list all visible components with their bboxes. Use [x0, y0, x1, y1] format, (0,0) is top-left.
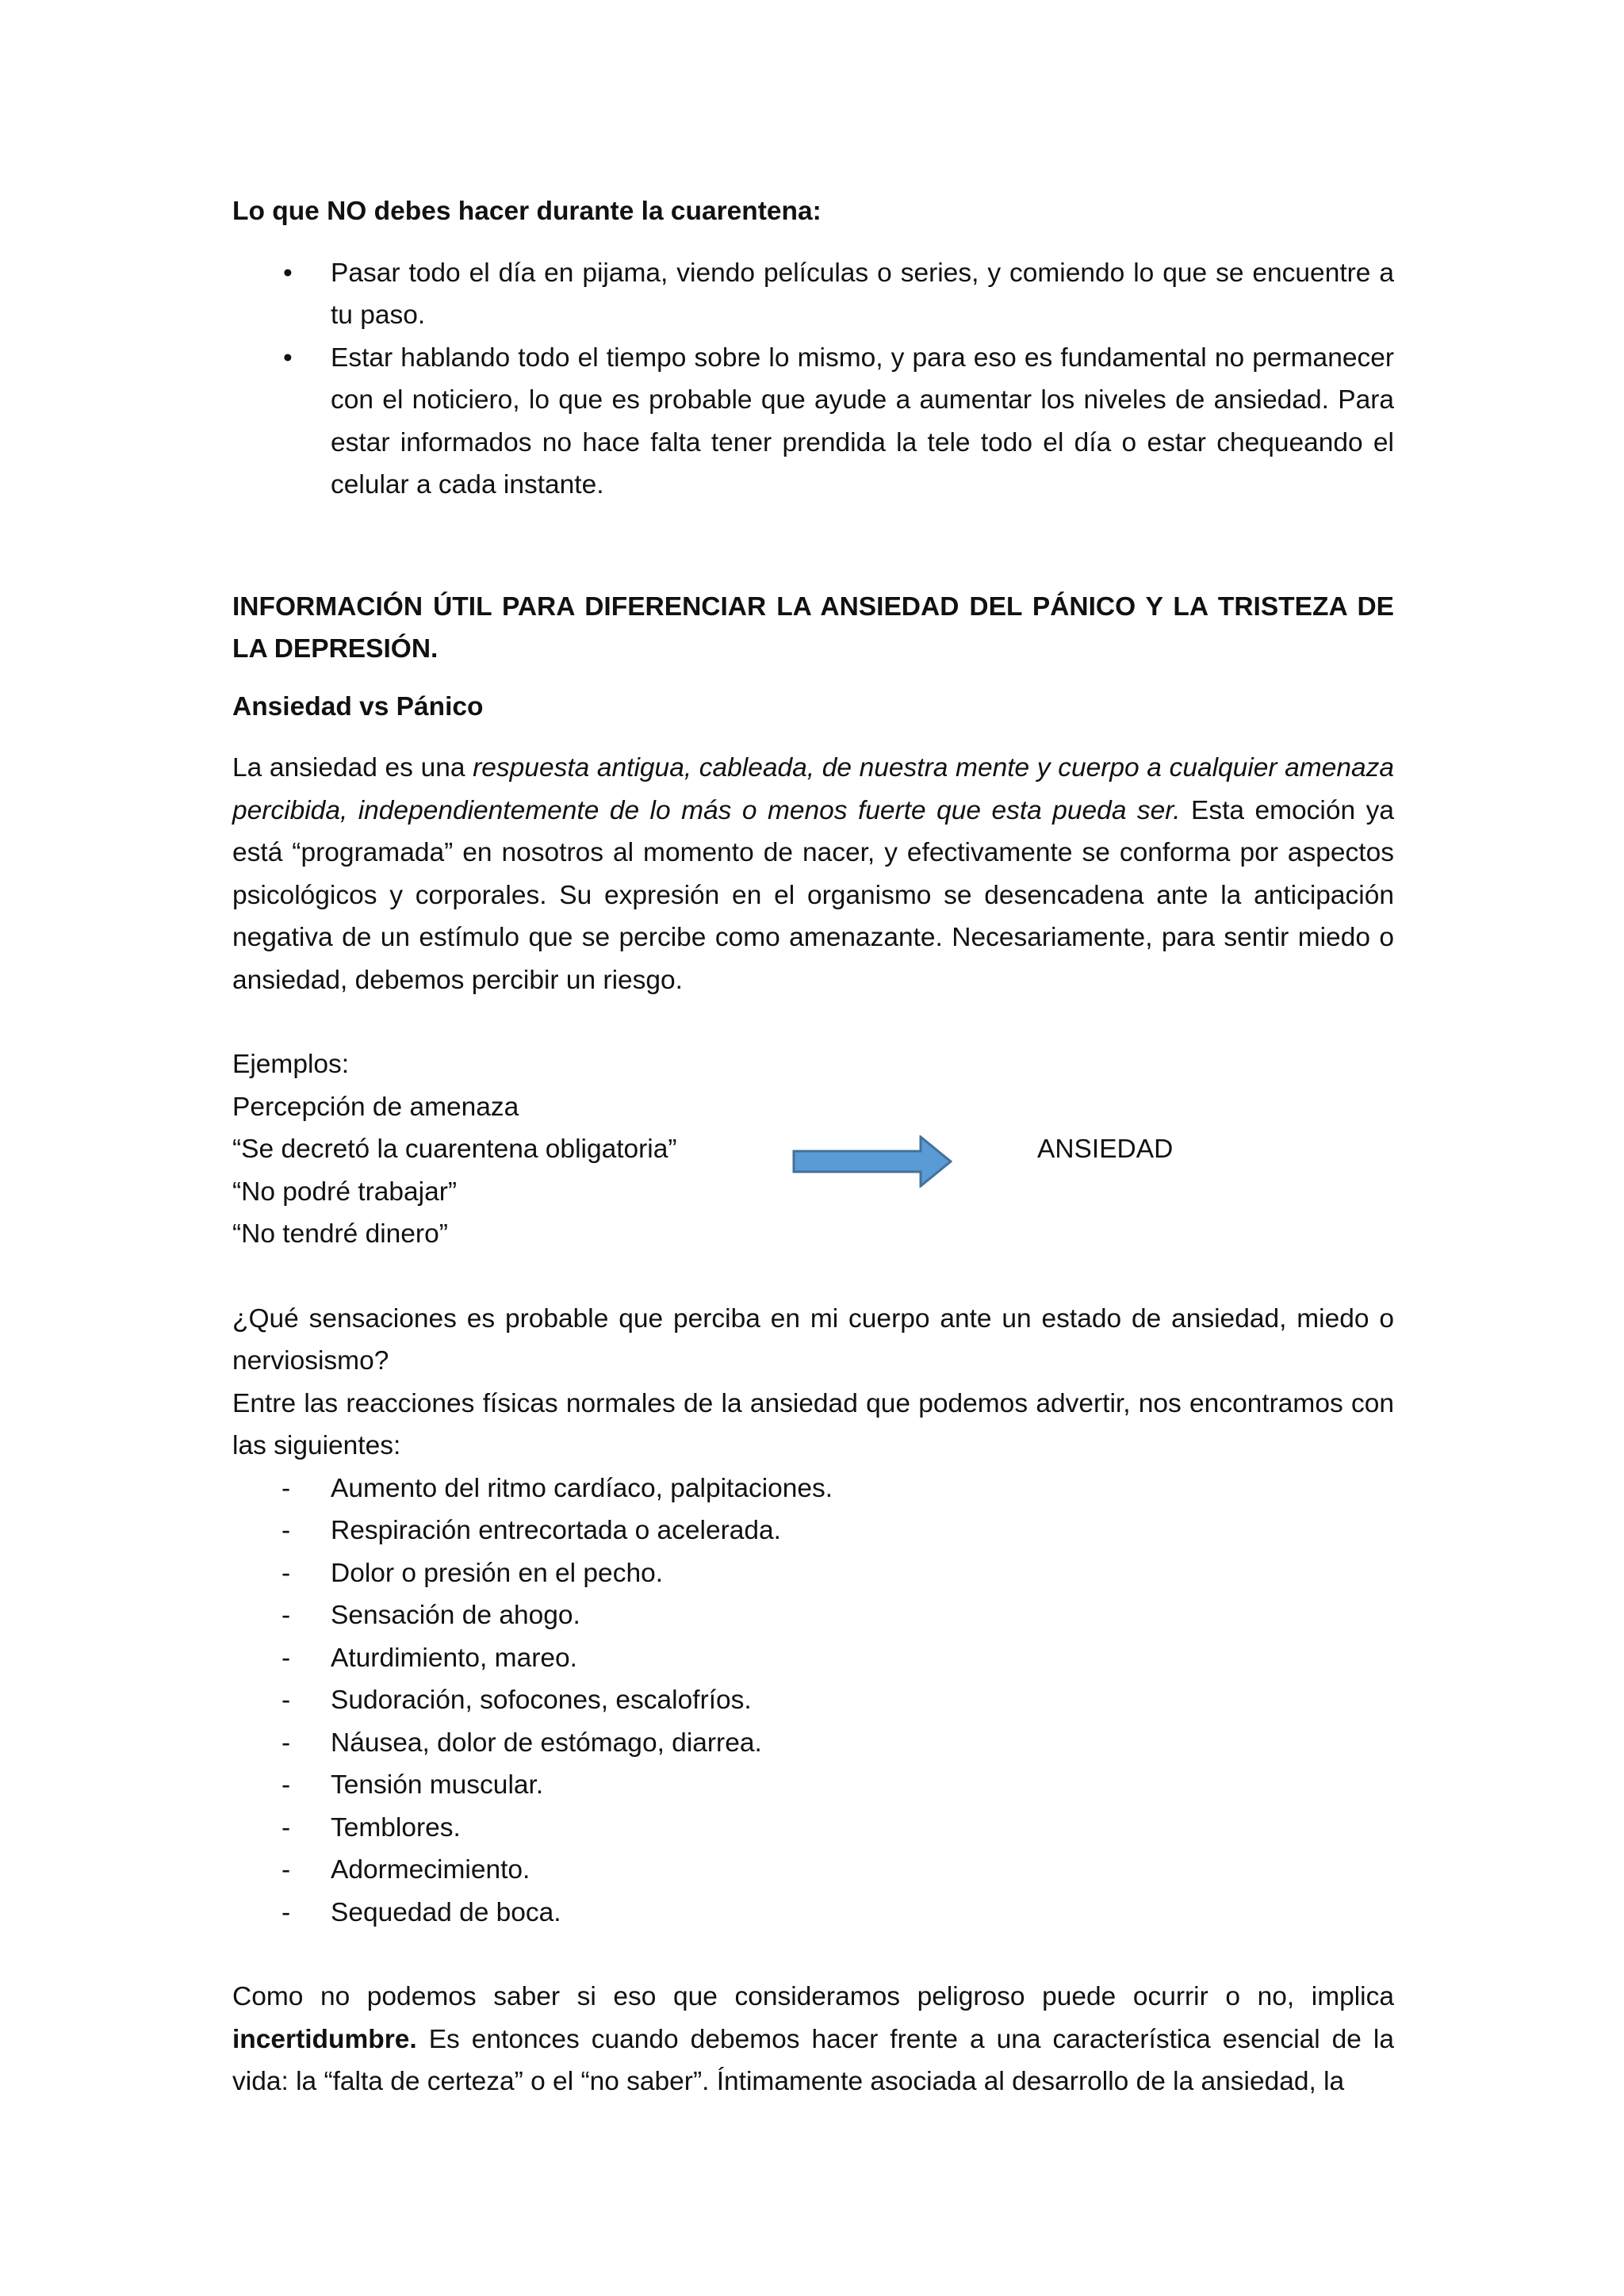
list-item-text: Náusea, dolor de estómago, diarrea.	[331, 1728, 762, 1758]
reactions-intro: Entre las reacciones físicas normales de la ansiedad que podemos advertir, nos encontramos con las siguientes:	[232, 1388, 1394, 1460]
list-item	[232, 1892, 1394, 1934]
section-heading-info: INFORMACIÓN ÚTIL PARA DIFERENCIAR LA ANSIEDAD DEL PÁNICO Y LA TRISTEZA DE LA DEPRESIÓN.	[232, 591, 1394, 664]
symptom-list	[232, 1468, 1394, 1934]
list-item	[232, 1637, 1394, 1680]
list-item-text: Sequedad de boca.	[331, 1897, 561, 1927]
list-item	[232, 337, 1394, 507]
dash-marker: -	[282, 1558, 291, 1588]
sensations-question: ¿Qué sensaciones es probable que perciba en mi cuerpo ante un estado de ansiedad, miedo o nerviosismo?	[232, 1303, 1394, 1376]
dont-list	[232, 252, 1394, 507]
document-page	[232, 190, 1394, 2103]
dash-marker: -	[282, 1855, 291, 1885]
list-item-text: Tensión muscular.	[331, 1770, 544, 1800]
list-item	[232, 1807, 1394, 1850]
list-item-text: Respiración entrecortada o acelerada.	[331, 1516, 781, 1545]
list-item-text: Sensación de ahogo.	[331, 1601, 580, 1630]
example-line: “No tendré dinero”	[232, 1219, 448, 1249]
paragraph-italic: respuesta antigua, cableada, de nuestra mente y cuerpo a cualquier amenaza percibida, independientemente de lo más o menos fuerte que esta pueda ser.	[232, 753, 1394, 825]
examples-block	[232, 1086, 1394, 1256]
dash-marker: -	[282, 1601, 291, 1630]
bullet-marker: •	[283, 342, 293, 373]
right-arrow-icon	[792, 1135, 952, 1188]
bullet-marker: •	[283, 258, 293, 288]
example-line: “No podré trabajar”	[232, 1177, 458, 1207]
list-item-text: Aturdimiento, mareo.	[331, 1643, 577, 1673]
list-item-text: Sudoración, sofocones, escalofríos.	[331, 1686, 752, 1715]
uncertainty-paragraph	[232, 1976, 1394, 2103]
dash-marker: -	[282, 1897, 291, 1927]
paragraph-rest: Esta emoción ya está “programada” en nosotros al momento de nacer, y efectivamente se conforma por aspectos psicológicos y corporales. Su expresión en el organismo se desencadena ante la anticipación negativa de un estímulo que se percibe como amenazante. Necesariamente, para sentir miedo o ansiedad, debemos percibir un riesgo.	[232, 795, 1394, 995]
dash-marker: -	[282, 1516, 291, 1545]
subheading-anxiety-vs-panic: Ansiedad vs Pánico	[232, 691, 484, 721]
list-item	[232, 1468, 1394, 1510]
list-item	[232, 1679, 1394, 1722]
list-item-text: Aumento del ritmo cardíaco, palpitaciones.	[331, 1473, 833, 1503]
list-item	[232, 1594, 1394, 1637]
list-item	[232, 1510, 1394, 1552]
list-item	[232, 1849, 1394, 1892]
paragraph-rest: Es entonces cuando debemos hacer frente a una característica esencial de la vida: la “falta de certeza” o el “no saber”. Íntimamente asociada al desarrollo de la ansiedad, la	[232, 2024, 1394, 2096]
list-item	[232, 1552, 1394, 1595]
list-item-text: Adormecimiento.	[331, 1855, 530, 1885]
dash-marker: -	[282, 1643, 291, 1673]
list-item	[232, 1764, 1394, 1807]
dash-marker: -	[282, 1473, 291, 1503]
list-item-text: Pasar todo el día en pijama, viendo películas o series, y comiendo lo que se encuentre a tu paso.	[331, 258, 1394, 330]
list-item	[232, 1722, 1394, 1765]
list-item	[232, 252, 1394, 337]
anxiety-result-label: ANSIEDAD	[1037, 1135, 1174, 1164]
example-line: “Se decretó la cuarentena obligatoria”	[232, 1135, 677, 1164]
dash-marker: -	[282, 1812, 291, 1843]
paragraph-bold: incertidumbre.	[232, 2024, 417, 2054]
section-heading-quarantine: Lo que NO debes hacer durante la cuarentena:	[232, 197, 822, 226]
list-item-text: Temblores.	[331, 1812, 461, 1843]
anxiety-definition-paragraph	[232, 747, 1394, 1001]
list-item-text: Dolor o presión en el pecho.	[331, 1558, 664, 1588]
dash-marker: -	[282, 1728, 291, 1758]
paragraph-lead: Como no podemos saber si eso que consideramos peligroso puede ocurrir o no, implica	[232, 1982, 1394, 2011]
list-item-text: Estar hablando todo el tiempo sobre lo mismo, y para eso es fundamental no permanecer con el noticiero, lo que es probable que ayude a aumentar los niveles de ansiedad. Para estar informados no hace falta tener prendida la tele todo el día o estar chequeando el celular a cada instante.	[331, 342, 1394, 499]
example-line: Percepción de amenaza	[232, 1092, 519, 1122]
dash-marker: -	[282, 1770, 291, 1800]
paragraph-lead: La ansiedad es una	[232, 753, 473, 783]
dash-marker: -	[282, 1686, 291, 1715]
examples-label: Ejemplos:	[232, 1050, 350, 1079]
